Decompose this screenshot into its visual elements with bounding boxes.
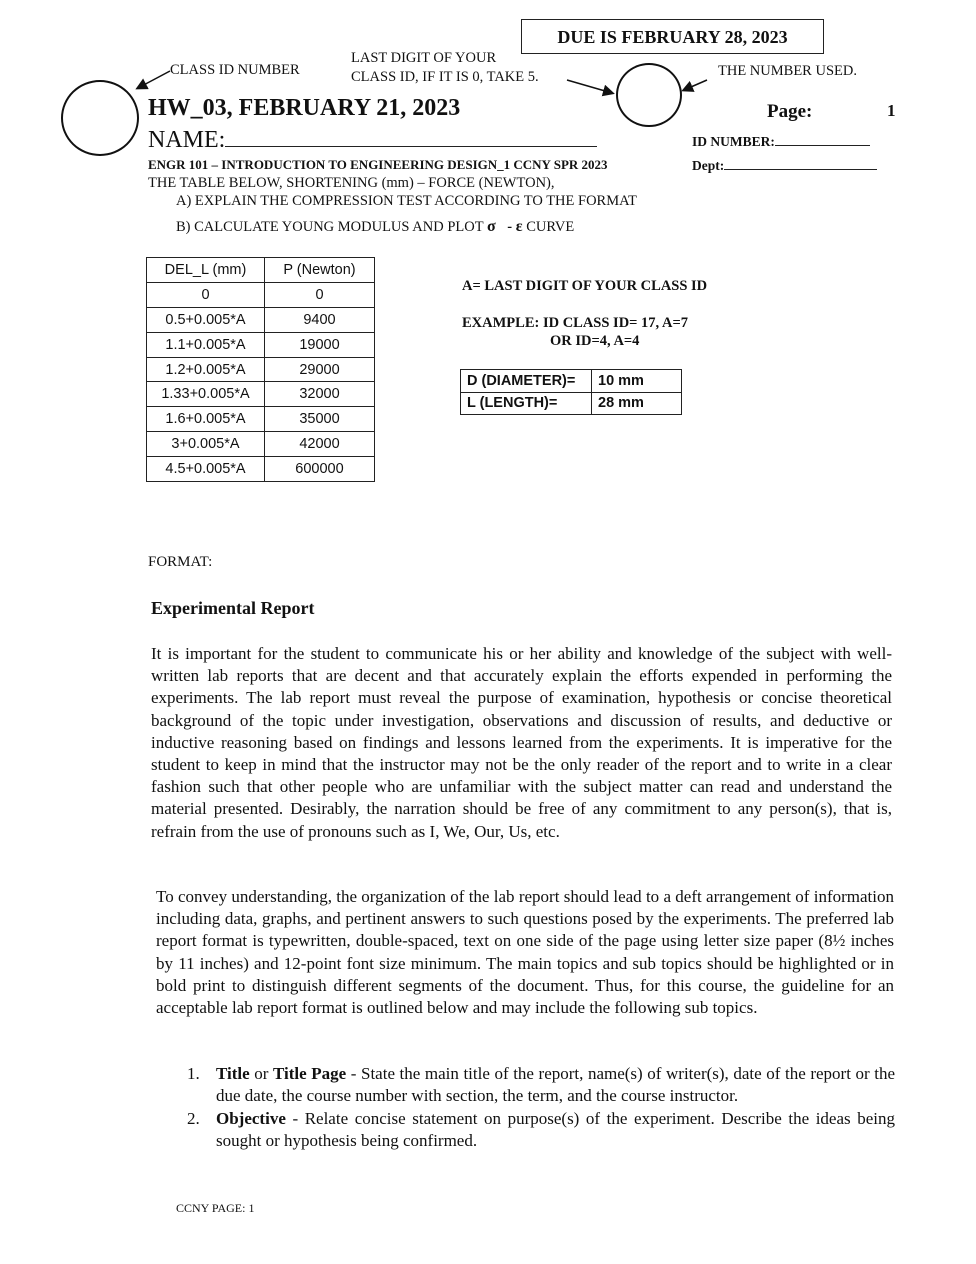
table-row xyxy=(147,357,375,382)
paragraph-1: It is important for the student to communicate his or her ability and knowledge of the subject with well-written lab reports that are decent and that accurately explain the efforts expended in performing the experiments. The lab report must reveal the purpose of examination, hypothesis or concise theoretical background of the topic under investigation, observations and discussion of results, and deductive or inductive reasoning based on findings and lessons learned from the experiments. It is imperative for the student to keep in mind that the instructor may not be the only reader of the report and to write in a clear fashion such that other people who are unfamiliar with the subject matter can read and understand the material presented. Desirably, the narration should be free of any commitment to any person(s), that is, refrain from the use of pronouns such as I, We, Our, Us, etc. xyxy=(151,644,892,841)
list-number: 2. xyxy=(187,1108,200,1128)
instruction-a: A) EXPLAIN THE COMPRESSION TEST ACCORDING TO THE FORMAT xyxy=(176,193,637,209)
table-row xyxy=(147,282,375,307)
page-number: 1 xyxy=(887,101,896,120)
table-row xyxy=(147,382,375,407)
class-id-label: CLASS ID NUMBER xyxy=(170,62,300,78)
last-digit-label-2: CLASS ID, IF IT IS 0, TAKE 5. xyxy=(351,69,539,85)
list-item xyxy=(187,1063,895,1108)
list-connector: or xyxy=(249,1064,273,1083)
format-label: FORMAT: xyxy=(148,554,213,570)
list-term: Title xyxy=(216,1064,250,1083)
example-line-1: EXAMPLE: ID CLASS ID= 17, A=7 xyxy=(462,315,688,331)
del-l-cell: 0 xyxy=(147,282,265,307)
last-digit-arrow xyxy=(567,80,612,93)
instruction-b-suffix: CURVE xyxy=(526,219,575,235)
id-number-field[interactable] xyxy=(692,133,870,150)
table-row xyxy=(147,432,375,457)
instruction-b-text: B) CALCULATE YOUNG MODULUS AND PLOT xyxy=(176,219,484,235)
list-term: Objective xyxy=(216,1108,286,1128)
header-p-newton: P (Newton) xyxy=(265,258,375,283)
dept-field[interactable] xyxy=(692,157,877,174)
list-number: 1. xyxy=(187,1064,200,1083)
table-header-row xyxy=(147,258,375,283)
instruction-b xyxy=(176,218,574,236)
epsilon-symbol: ε xyxy=(515,218,523,235)
report-heading: Experimental Report xyxy=(151,598,315,618)
del-l-cell: 4.5+0.005*A xyxy=(147,457,265,482)
diameter-value: 10 mm xyxy=(592,370,682,393)
header-del-l: DEL_L (mm) xyxy=(147,258,265,283)
force-cell: 42000 xyxy=(265,432,375,457)
id-number-label: ID NUMBER: xyxy=(692,134,775,149)
list-item xyxy=(187,1108,895,1153)
del-l-cell: 3+0.005*A xyxy=(147,432,265,457)
number-used-label: THE NUMBER USED. xyxy=(718,63,857,79)
class-id-arrow xyxy=(138,71,170,88)
due-date-box: DUE IS FEBRUARY 28, 2023 xyxy=(521,19,824,54)
list-description: - Relate concise statement on purpose(s) of the experiment. Describe the ideas being sought or hypothesis being confirmed. xyxy=(216,1108,895,1151)
example-line-2: OR ID=4, A=4 xyxy=(550,333,640,349)
shortening-force-table xyxy=(146,257,375,482)
name-underline[interactable] xyxy=(225,124,597,147)
dept-label: Dept: xyxy=(692,158,725,173)
diameter-label: D (DIAMETER)= xyxy=(461,370,592,393)
force-cell: 600000 xyxy=(265,457,375,482)
list-term: Title Page xyxy=(273,1064,347,1083)
name-field[interactable] xyxy=(148,124,597,154)
last-digit-label-1: LAST DIGIT OF YOUR xyxy=(351,50,497,66)
course-line: ENGR 101 – INTRODUCTION TO ENGINEERING DESIGN_1 CCNY SPR 2023 xyxy=(148,157,608,172)
del-l-cell: 1.6+0.005*A xyxy=(147,407,265,432)
table-row xyxy=(147,407,375,432)
dept-underline[interactable] xyxy=(724,157,877,170)
paragraph-2: To convey understanding, the organization of the lab report should lead to a deft arrangement of information including data, graphs, and pertinent answers to such questions posed by the experiments. The preferred lab report format is typewritten, double-spaced, text on one side of the page using letter size paper (8½ inches by 11 inches) and 12-point font size minimum. The main topics and sub topics should be highlighted or in bold print to distinguish different segments of the document. Thus, for this course, the guideline for an acceptable lab report format is outlined below and may include the following sub topics. xyxy=(156,887,894,1018)
sigma-symbol: σ xyxy=(486,218,496,235)
del-l-cell: 1.33+0.005*A xyxy=(147,382,265,407)
force-cell: 9400 xyxy=(265,307,375,332)
table-row xyxy=(461,370,682,393)
force-cell: 29000 xyxy=(265,357,375,382)
length-label: L (LENGTH)= xyxy=(461,392,592,415)
del-l-cell: 1.1+0.005*A xyxy=(147,332,265,357)
table-row xyxy=(147,332,375,357)
table-row xyxy=(147,457,375,482)
force-cell: 0 xyxy=(265,282,375,307)
page-footer: CCNY PAGE: 1 xyxy=(176,1201,255,1215)
table-row xyxy=(147,307,375,332)
page-label: Page: xyxy=(767,101,813,122)
a-definition: A= LAST DIGIT OF YOUR CLASS ID xyxy=(462,278,708,294)
force-cell: 19000 xyxy=(265,332,375,357)
report-subtopics-list xyxy=(187,1063,895,1153)
specimen-dimensions-table xyxy=(460,369,682,415)
name-label: NAME: xyxy=(148,127,226,153)
del-l-cell: 0.5+0.005*A xyxy=(147,307,265,332)
del-l-cell: 1.2+0.005*A xyxy=(147,357,265,382)
dash-symbol: - xyxy=(507,219,513,235)
number-used-arrow xyxy=(684,80,707,90)
force-cell: 32000 xyxy=(265,382,375,407)
force-cell: 35000 xyxy=(265,407,375,432)
table-row xyxy=(461,392,682,415)
instructions-intro: THE TABLE BELOW, SHORTENING (mm) – FORCE (NEWTON), xyxy=(148,175,555,191)
list-description: - State the main title of the report, name(s) of writer(s), date of the report or the due date, the course number with section, the term, and the course instructor. xyxy=(216,1064,895,1106)
length-value: 28 mm xyxy=(592,392,682,415)
homework-title: HW_03, FEBRUARY 21, 2023 xyxy=(148,95,461,121)
id-number-underline[interactable] xyxy=(775,133,870,146)
